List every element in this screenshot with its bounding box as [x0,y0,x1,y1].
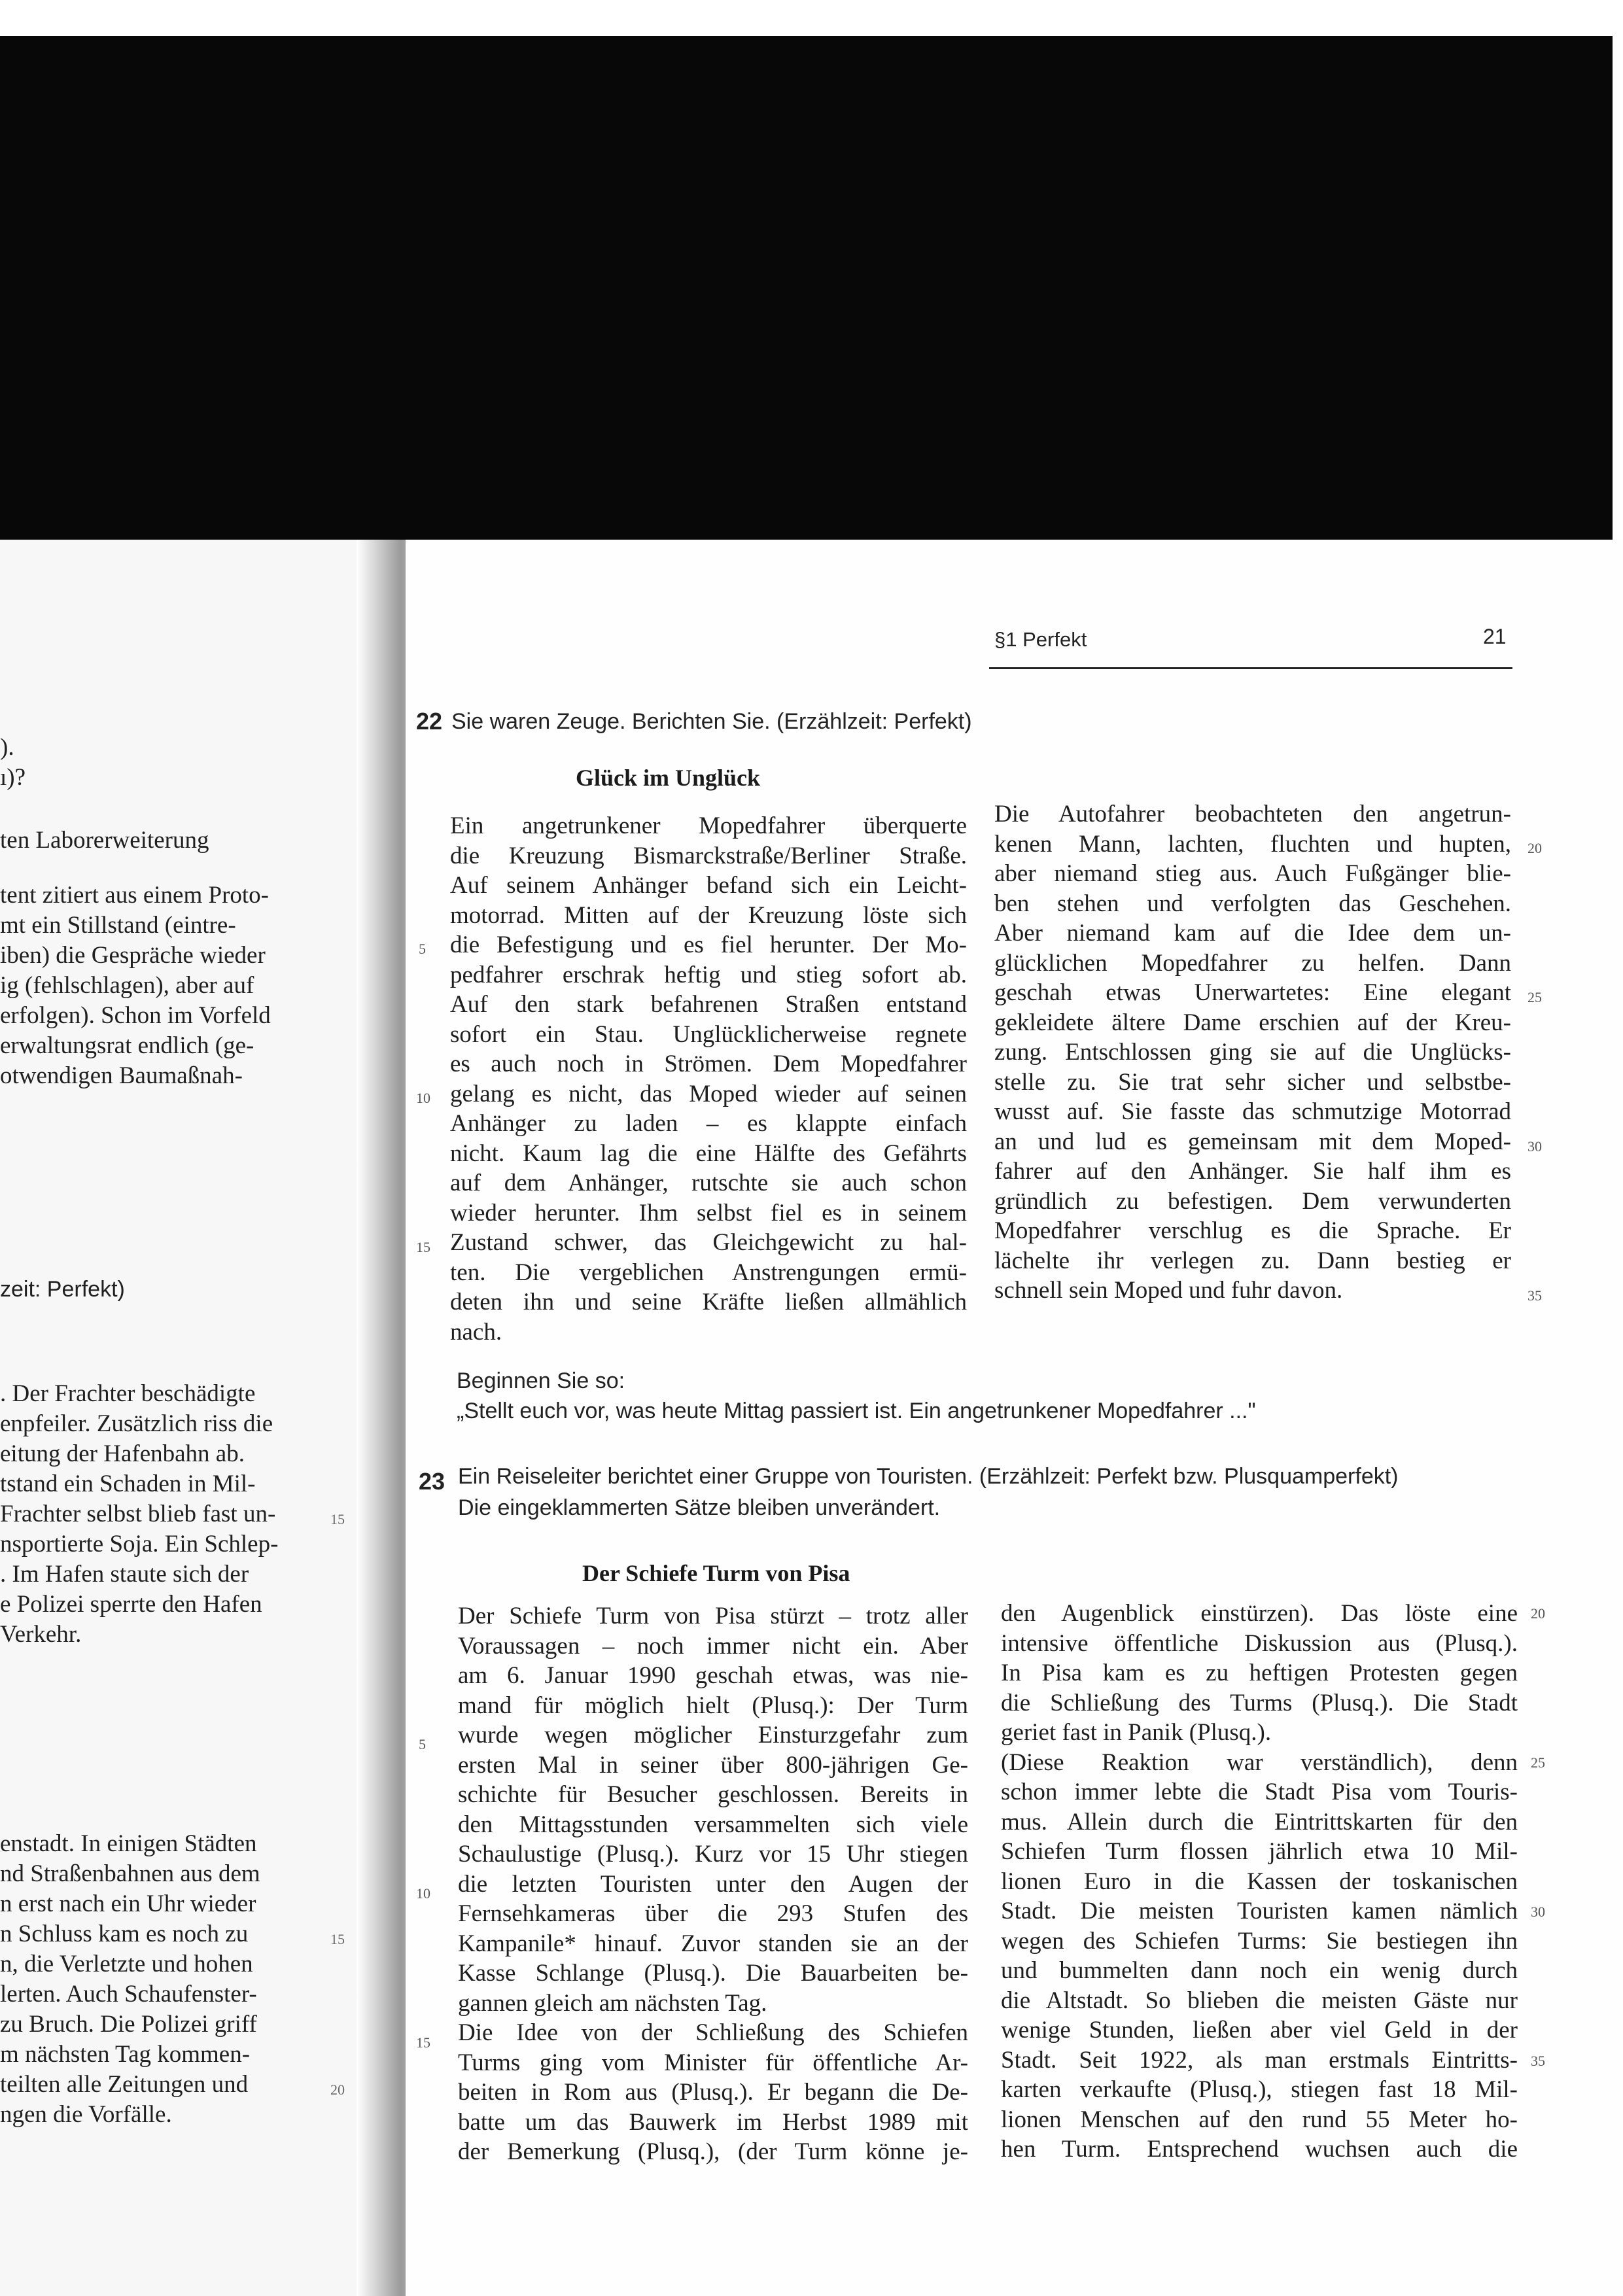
text-line: stelle zu. Sie trat sehr sicher und selbstbe- [994,1068,1511,1096]
text-line: die Befestigung und es fiel herunter. Der Mo- [450,931,967,958]
line-number: 25 [1527,989,1542,1005]
text-line: Der Schiefe Turm von Pisa stürzt – trotz aller [458,1603,968,1629]
text-line: In Pisa kam es zu heftigen Protesten gegen [1001,1660,1518,1686]
text-line: Auf den stark befahrenen Straßen entstand [450,991,967,1018]
left-line: erwaltungsrat endlich (ge- [0,1032,254,1059]
left-exercise-label: zeit: Perfekt) [0,1277,125,1302]
text-line: die letzten Touristen unter den Augen der [458,1870,968,1898]
text-line: wurde wegen möglicher Einsturzgefahr zum [458,1722,968,1748]
text-line: gannen gleich am nächsten Tag. [458,1989,767,2017]
text-line: mand für möglich hielt (Plusq.): Der Turm [458,1692,968,1719]
text-line: Turms ging vom Minister für öffentliche Ar- [458,2049,968,2076]
exercise-22-column-2 [994,799,1511,1306]
left-line: enstadt. In einigen Städten [0,1830,257,1857]
text-line: glücklichen Mopedfahrer zu helfen. Dann [994,949,1511,977]
text-line: gekleidete ältere Dame erschien auf der Kreu- [994,1009,1511,1036]
text-line: Auf seinem Anhänger befand sich ein Leicht- [450,872,967,899]
text-line: am 6. Januar 1990 geschah etwas, was nie- [458,1662,968,1689]
text-line: Aber niemand kam auf die Idee dem un- [994,920,1511,947]
left-line: tent zitiert aus einem Proto- [0,882,269,909]
left-line: Verkehr. [0,1621,82,1648]
text-line: wieder herunter. Ihm selbst fiel es in seinem [450,1199,967,1226]
text-line: Kampanile* hinauf. Zuvor standen sie an der [458,1930,968,1957]
text-line: Stadt. Seit 1922, als man erstmals Eintritts- [1001,2046,1518,2074]
text-line: schnell sein Moped und fuhr davon. [994,1277,1343,1304]
line-number: 5 [419,1736,426,1752]
text-line: (Diese Reaktion war verständlich), denn [1001,1748,1518,1776]
left-line: ig (fehlschlagen), aber auf [0,972,254,999]
left-line: eitung der Hafenbahn ab. [0,1440,245,1467]
left-line: nsportierte Soja. Ein Schlep- [0,1531,279,1557]
text-line: batte um das Bauwerk im Herbst 1989 mit [458,2108,968,2136]
text-line: hen Turm. Entsprechend wuchsen auch die [1001,2136,1518,2163]
text-line: und bummelten dann noch ein wenig durch [1001,1957,1518,1984]
text-line: Anhänger zu laden – es klappte einfach [450,1110,967,1137]
exercise-22-instruction: Sie waren Zeuge. Berichten Sie. (Erzählzeit: Perfekt) [451,709,972,734]
text-line: fahrer auf den Anhänger. Sie half ihm es [994,1158,1511,1185]
exercise-23-column-1 [458,1601,968,2167]
left-line: ı)? [0,764,26,791]
text-line: den Augenblick einstürzen). Das löste eine [1001,1600,1518,1627]
text-line: kenen Mann, lachten, fluchten und hupten, [994,830,1511,858]
text-line: ersten Mal in seiner über 800-jährigen Ge- [458,1751,968,1779]
text-line: an und lud es gemeinsam mit dem Moped- [994,1128,1511,1155]
line-number: 35 [1527,1287,1542,1304]
text-line: die Kreuzung Bismarckstraße/Berliner Straße. [450,842,967,869]
text-line: Schiefen Turm flossen jährlich etwa 10 Mil- [1001,1838,1518,1865]
left-line: zu Bruch. Die Polizei griff [0,2011,257,2038]
line-number: 25 [1531,1754,1545,1771]
text-line: schichte für Besucher geschlossen. Bereits in [458,1781,968,1808]
text-line: gründlich zu befestigen. Dem verwunderten [994,1187,1511,1215]
text-line: lionen Menschen auf den rund 55 Meter ho- [1001,2106,1518,2133]
text-line: wusst auf. Sie fasste das schmutzige Motorrad [994,1098,1511,1125]
text-line: lionen Euro in die Kassen der toskanischen [1001,1868,1518,1895]
line-number: 20 [1527,840,1542,856]
text-line: beiten in Rom aus (Plusq.). Er begann die De- [458,2079,968,2106]
text-line: zung. Entschlossen ging sie auf die Unglücks- [994,1039,1511,1066]
left-line: otwendigen Baumaßnah- [0,1062,243,1089]
left-line: m nächsten Tag kommen- [0,2041,251,2068]
exercise-23-title: Der Schiefe Turm von Pisa [582,1560,850,1586]
text-line: wegen des Schiefen Turms: Sie bestiegen ihn [1001,1927,1518,1955]
left-line-number: 20 [330,2081,345,2098]
left-line: n Schluss kam es noch zu [0,1921,249,1947]
text-line: intensive öffentliche Diskussion aus (Plusq.). [1001,1629,1518,1657]
line-number: 30 [1531,1904,1545,1920]
text-line: Stadt. Die meisten Touristen kamen nämlich [1001,1898,1518,1924]
exercise-22-column-1 [450,811,967,1347]
text-line: die Altstadt. So blieben die meisten Gäste nur [1001,1987,1518,2014]
left-line: ten Laborerweiterung [0,827,209,854]
text-line: Voraussagen – noch immer nicht ein. Aber [458,1632,968,1660]
left-line: . Im Hafen staute sich der [0,1561,249,1588]
text-line: nach. [450,1318,502,1346]
text-line: der Bemerkung (Plusq.), (der Turm könne je- [458,2138,968,2165]
left-line: nd Straßenbahnen aus dem [0,1860,260,1887]
line-number: 10 [416,1090,430,1106]
line-number: 5 [419,941,426,957]
left-line: e Polizei sperrte den Hafen [0,1591,262,1618]
text-line: es auch noch in Strömen. Dem Mopedfahrer [450,1051,967,1077]
left-line: ). [0,734,14,761]
text-line: schon immer lebte die Stadt Pisa vom Touris- [1001,1779,1518,1805]
header-rule [989,667,1512,669]
text-line: Ein angetrunkener Mopedfahrer überquerte [450,812,967,839]
left-line-number: 15 [330,1511,345,1527]
text-line: aber niemand stieg aus. Auch Fußgänger blie- [994,860,1511,887]
text-line: lächelte ihr verlegen zu. Dann bestieg er [994,1247,1511,1274]
text-line: nicht. Kaum lag die eine Hälfte des Gefährts [450,1139,967,1167]
text-line: Die Autofahrer beobachteten den angetrun- [994,801,1511,827]
line-number: 10 [416,1885,430,1902]
running-header-section: §1 Perfekt [994,628,1087,651]
left-line: erfolgen). Schon im Vorfeld [0,1002,271,1029]
text-line: wenige Stunden, ließen aber viel Geld in der [1001,2017,1518,2044]
text-line: Mopedfahrer verschlug es die Sprache. Er [994,1217,1511,1244]
left-line-number: 15 [330,1931,345,1947]
exercise-22-title: Glück im Unglück [576,765,761,791]
text-line: mus. Allein durch die Eintrittskarten für den [1001,1808,1518,1835]
line-number: 15 [416,2034,430,2051]
left-line: tstand ein Schaden in Mil- [0,1470,256,1497]
line-number: 20 [1531,1605,1545,1622]
text-line: ten. Die vergeblichen Anstrengungen ermü- [450,1259,967,1286]
text-line: auf dem Anhänger, rutschte sie auch schon [450,1170,967,1196]
begin-text: „Stellt euch vor, was heute Mittag passiert ist. Ein angetrunkener Mopedfahrer ..." [457,1399,1256,1423]
left-line: teilten alle Zeitungen und [0,2071,249,2098]
text-line: sofort ein Stau. Unglücklicherweise regnete [450,1020,967,1048]
text-line: pedfahrer erschrak heftig und stieg sofort ab. [450,961,967,988]
scan-dark-band [0,36,1613,540]
left-line: ngen die Vorfälle. [0,2101,172,2128]
left-line: . Der Frachter beschädigte [0,1380,256,1407]
text-line: karten verkaufte (Plusq.), stiegen fast 18 Mil- [1001,2076,1518,2103]
text-line: deten ihn und seine Kräfte ließen allmählich [450,1289,967,1315]
exercise-23-number: 23 [419,1468,445,1495]
exercise-23-instruction: Ein Reiseleiter berichtet einer Gruppe von Touristen. (Erzählzeit: Perfekt bzw. Plusquamperfekt) [458,1464,1399,1489]
left-line: enpfeiler. Zusätzlich riss die [0,1410,273,1437]
text-line: gelang es nicht, das Moped wieder auf seinen [450,1080,967,1107]
left-line: Frachter selbst blieb fast un- [0,1501,276,1527]
line-number: 30 [1527,1138,1542,1155]
exercise-22-number: 22 [416,708,443,735]
begin-label: Beginnen Sie so: [457,1368,625,1393]
line-number: 35 [1531,2053,1545,2069]
text-line: motorrad. Mitten auf der Kreuzung löste sich [450,901,967,929]
left-line: n, die Verletzte und hohen [0,1951,253,1977]
text-line: ben stehen und verfolgten das Geschehen. [994,890,1511,917]
text-line: Schaulustige (Plusq.). Kurz vor 15 Uhr stiegen [458,1841,968,1868]
text-line: die Schließung des Turms (Plusq.). Die Stadt [1001,1689,1518,1716]
exercise-23-instruction-2: Die eingeklammerten Sätze bleiben unverändert. [458,1495,941,1520]
text-line: geriet fast in Panik (Plusq.). [1001,1719,1272,1746]
left-line: iben) die Gespräche wieder [0,942,266,969]
text-line: Zustand schwer, das Gleichgewicht zu hal- [450,1229,967,1256]
text-line: Kasse Schlange (Plusq.). Die Bauarbeiten be- [458,1960,968,1987]
left-line: mt ein Stillstand (eintre- [0,912,236,939]
text-line: Fernsehkameras über die 293 Stufen des [458,1900,968,1927]
text-line: geschah etwas Unerwartetes: Eine elegant [994,979,1511,1006]
text-line: Die Idee von der Schließung des Schiefen [458,2019,968,2046]
left-line: n erst nach ein Uhr wieder [0,1890,256,1917]
text-line: den Mittagsstunden versammelten sich viele [458,1811,968,1838]
left-line: lerten. Auch Schaufenster- [0,1981,257,2008]
line-number: 15 [416,1239,430,1255]
page-number: 21 [1483,625,1507,648]
exercise-23-column-2 [1001,1599,1518,2165]
